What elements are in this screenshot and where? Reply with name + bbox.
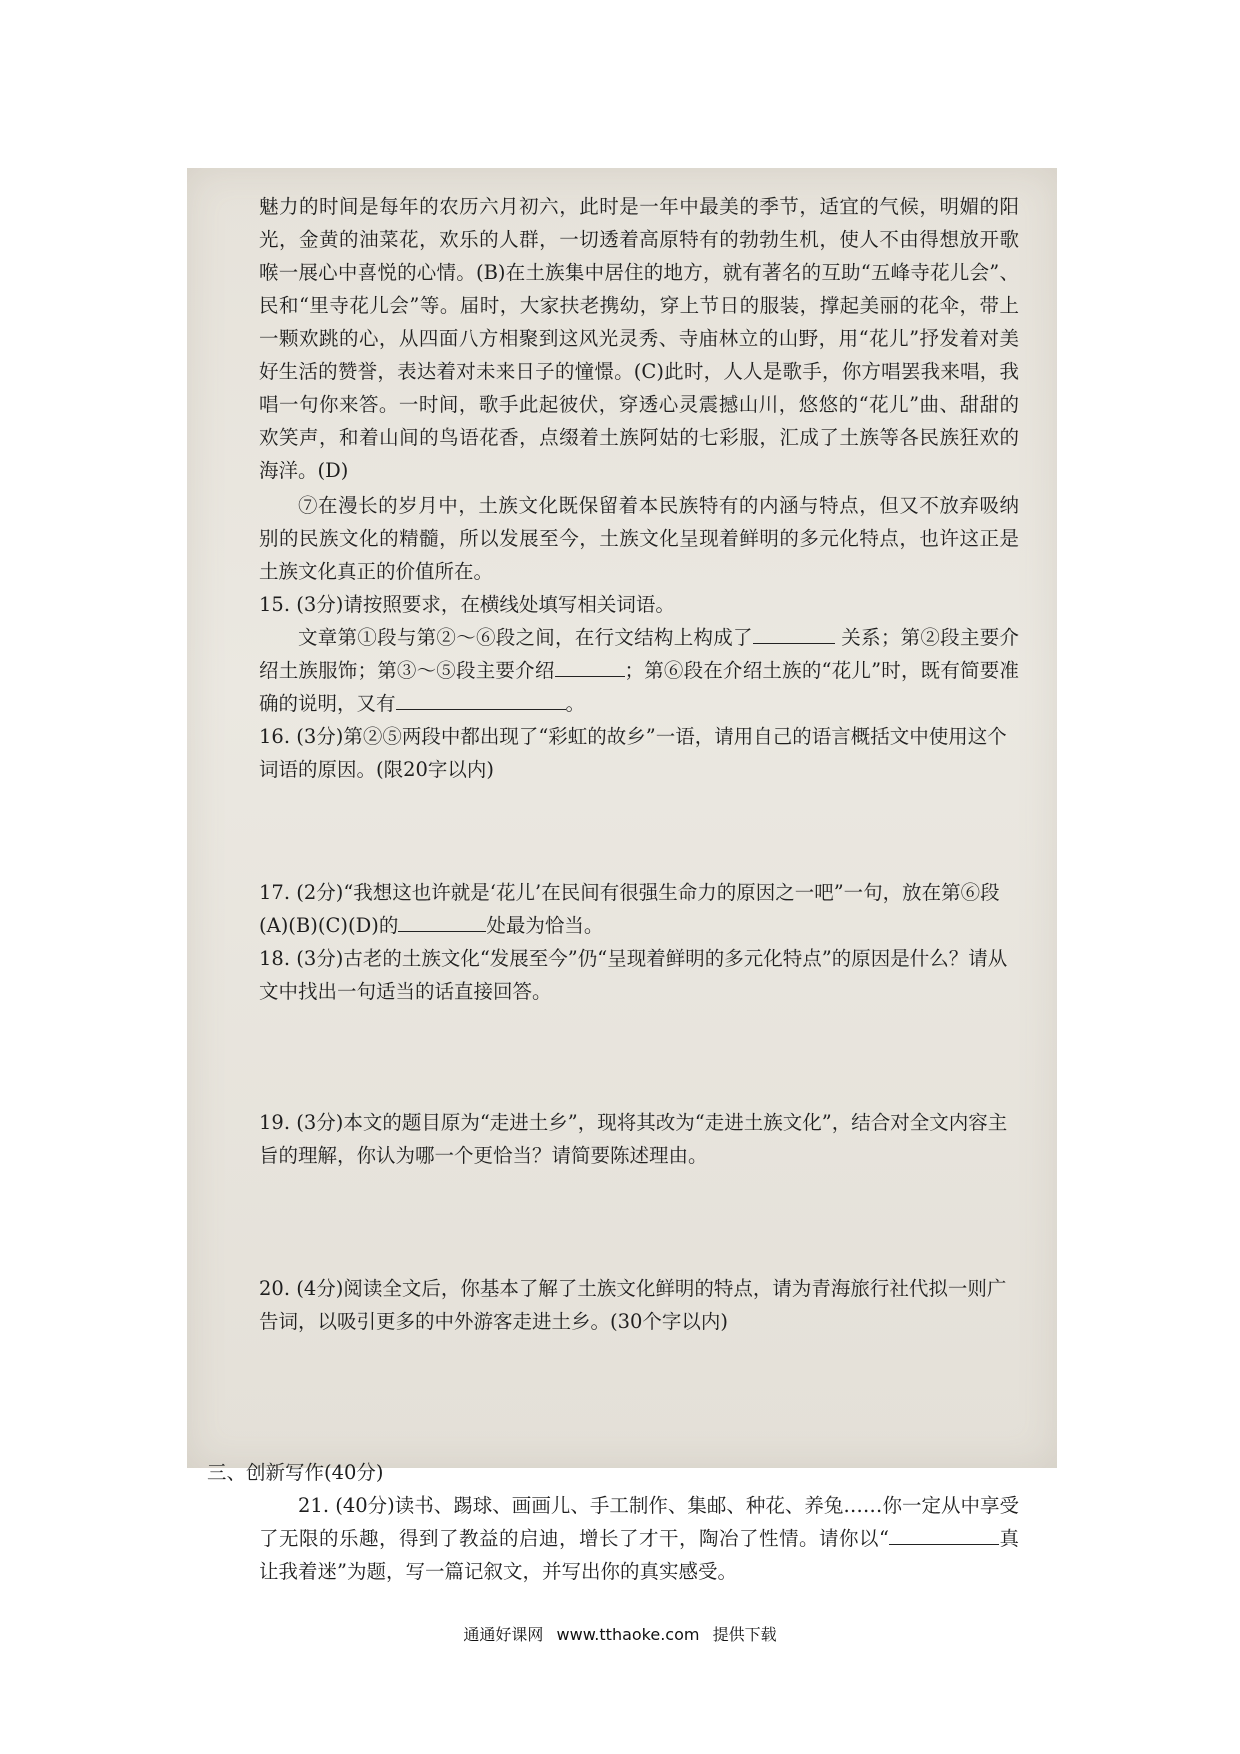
footer-site-name: 通通好课网 (463, 1625, 544, 1644)
question-18: 18. (3分)古老的土族文化“发展至今”仍“呈现着鲜明的多元化特点”的原因是什么？请从文中找出一句适当的话直接回答。 (259, 947, 1008, 1003)
answer-space-19 (259, 1172, 1019, 1272)
question-16: 16. (3分)第②⑤两段中都出现了“彩虹的故乡”一语，请用自己的语言概括文中使用这个词语的原因。(限20字以内) (259, 725, 1007, 781)
answer-space-16 (259, 786, 1019, 876)
answer-space-20 (259, 1338, 1019, 1456)
document-content (207, 190, 1019, 1588)
question-15-text-c: ；第⑥段在介绍土族的“花儿”时，既有简要准确的说明，又有 (259, 659, 1019, 715)
question-17-text-a: 17. (2分)“我想这也许就是‘花儿’在民间有很强生命力的原因之一吧”一句，放在第⑥段(A)(B)(C)(D)的 (259, 881, 1000, 937)
question-15-body (259, 621, 1019, 720)
question-15-text-b: 关系；第②段主要介绍土族服饰；第③～⑤段主要介绍 (259, 626, 1019, 682)
question-15-text-a: 文章第①段与第②～⑥段之间，在行文结构上构成了 (298, 626, 753, 649)
question-15-blank-2[interactable] (555, 676, 625, 677)
question-21-text-b: 真让我着迷”为题，写一篇记叙文，并写出你的真实感受。 (259, 1527, 1019, 1583)
question-19: 19. (3分)本文的题目原为“走进土乡”，现将其改为“走进土族文化”，结合对全文内容主旨的理解，你认为哪一个更恰当？请简要陈述理由。 (259, 1111, 1008, 1167)
question-17 (259, 876, 1019, 942)
footer-url[interactable]: www.tthaoke.com (556, 1625, 700, 1644)
answer-space-18 (259, 1008, 1019, 1106)
footer-note: 提供下载 (712, 1625, 777, 1644)
section-3-title: 三、创新写作(40分) (207, 1461, 384, 1484)
passage-paragraph-6: 魅力的时间是每年的农历六月初六，此时是一年中最美的季节，适宜的气候，明媚的阳光，金黄的油菜花，欢乐的人群，一切透着高原特有的勃勃生机，使人不由得想放开歌喉一展心中喜悦的心情。(B)在土族集中居住的地方，就有著名的互助“五峰寺花儿会”、民和“里寺花儿会”等。届时，大家扶老携幼，穿上节日的服装，撑起美丽的花伞，带上一颗欢跳的心，从四面八方相聚到这风光灵秀、寺庙林立的山野，用“花儿”抒发着对美好生活的赞誉，表达着对未来日子的憧憬。(C)此时，人人是歌手，你方唱罢我来唱，我唱一句你来答。一时间，歌手此起彼伏，穿透心灵震撼山川，悠悠的“花儿”曲、甜甜的欢笑声，和着山间的鸟语花香，点缀着土族阿姑的七彩服，汇成了土族等各民族狂欢的海洋。(D) (259, 195, 1019, 482)
question-15-blank-3[interactable] (396, 709, 566, 710)
question-21-blank[interactable] (889, 1544, 999, 1545)
question-15-text-d: 。 (565, 692, 586, 715)
question-20: 20. (4分)阅读全文后，你基本了解了土族文化鲜明的特点，请为青海旅行社代拟一则广告词，以吸引更多的中外游客走进土乡。(30个字以内) (259, 1277, 1007, 1333)
question-17-text-b: 处最为恰当。 (486, 914, 604, 937)
page-footer (0, 1622, 1240, 1645)
passage-paragraph-7: ⑦在漫长的岁月中，土族文化既保留着本民族特有的内涵与特点，但又不放弃吸纳别的民族文化的精髓，所以发展至今，土族文化呈现着鲜明的多元化特点，也许这正是土族文化真正的价值所在。 (259, 494, 1019, 583)
question-15-blank-1[interactable] (753, 643, 835, 644)
question-21-text-a: 21. (40分)读书、踢球、画画儿、手工制作、集邮、种花、养兔……你一定从中享受了无限的乐趣，得到了教益的启迪，增长了才干，陶冶了性情。请你以“ (259, 1494, 1019, 1550)
question-17-blank[interactable] (398, 931, 486, 932)
question-15-stem: 15. (3分)请按照要求，在横线处填写相关词语。 (259, 593, 675, 616)
question-21 (259, 1489, 1019, 1588)
